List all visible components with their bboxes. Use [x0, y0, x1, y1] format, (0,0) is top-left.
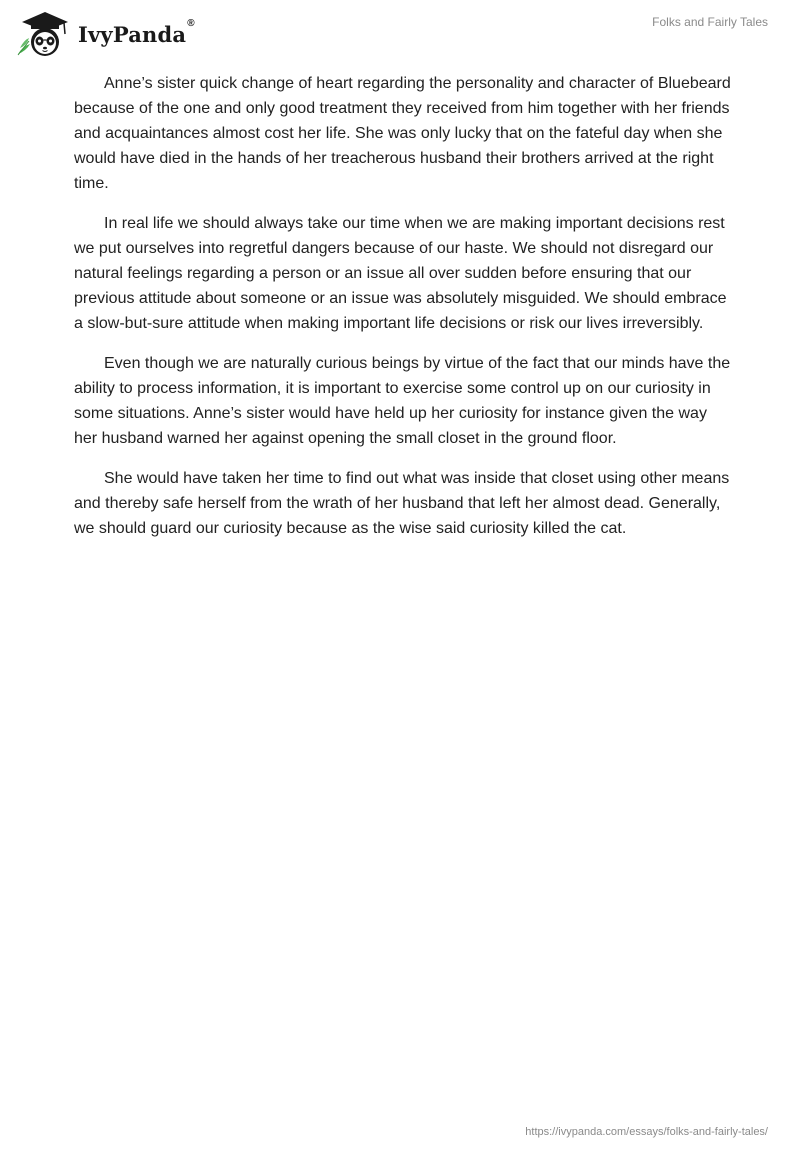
page-header [0, 0, 800, 64]
registered-mark: ® [187, 17, 195, 29]
source-url[interactable]: https://ivypanda.com/essays/folks-and-fairly-tales/ [525, 1126, 768, 1138]
paragraph-1: Anne’s sister quick change of heart regarding the personality and character of Bluebeard because of the one and only good treatment they received from him together with her friends and acquaintances almost cost her life. She was only lucky that on the fateful day when she would have died in the hands of her treacherous husband their brothers arrived at the right time. [74, 75, 731, 192]
document-title: Folks and Fairly Tales [652, 15, 768, 29]
brand-logo[interactable] [14, 8, 195, 58]
essay-body [74, 71, 734, 556]
paragraph-4: She would have taken her time to find out what was inside that closet using other means and thereby safe herself from the wrath of her husband that left her almost dead. Generally, we should guard our curiosity because as the wise said curiosity killed the cat. [74, 470, 730, 537]
paragraph-3: Even though we are naturally curious beings by virtue of the fact that our minds have the ability to process information, it is important to exercise some control up on our curiosity in some situations. Anne’s sister would have held up her curiosity for instance given the way her husband warned her against opening the small closet in the ground floor. [74, 355, 731, 447]
brand-name: IvyPanda® [78, 17, 195, 47]
panda-logo-icon [14, 8, 76, 58]
paragraph-2: In real life we should always take our time when we are making important decisions rest we put ourselves into regretful dangers because of our haste. We should not disregard our natural feelings regarding a person or an issue all over sudden before ensuring that our previous attitude about someone or an issue was absolutely misguided. We should embrace a slow-but-sure attitude when making important life decisions or risk our lives irreversibly. [74, 215, 727, 332]
